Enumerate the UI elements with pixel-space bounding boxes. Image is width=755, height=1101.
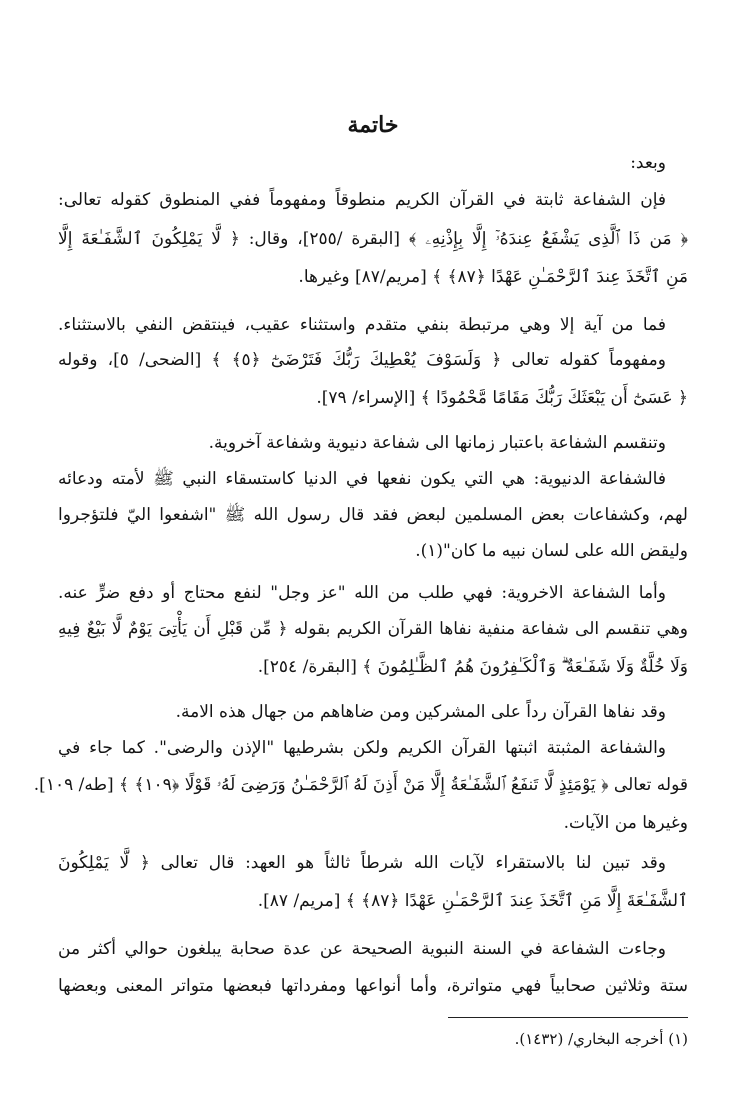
text-line: ومفهوماً كقوله تعالى ﴿ وَلَسَوْفَ يُعْطِيكَ رَبُّكَ فَتَرْضَىٰٓ ﴿٥﴾ ﴾ [الضحى/ ٥]، وقوله: [58, 350, 666, 370]
text-line: مَنِ ٱتَّخَذَ عِندَ ٱلرَّحْمَـٰنِ عَهْدًا ﴿٨٧﴾ ﴾ [مريم/٨٧] وغيرها.: [298, 267, 688, 287]
text-line: وأما الشفاعة الاخروية: فهي طلب من الله "عز وجل" لنفع محتاج أو دفع ضرٍّ عنه.: [58, 583, 666, 603]
text-line: ستة وثلاثين صحابياً فهي متواترة، وأما أنواعها ومفرداتها فبعضها متواتر المعنى وبعضها: [58, 976, 688, 996]
text-line: وقد نفاها القرآن رداً على المشركين ومن ضاهاهم من جهال هذه الامة.: [175, 702, 666, 722]
text-line: لهم، وكشفاعات بعض المسلمين لبعض فقد قال رسول الله ﷺ "اشفعوا اليّ فلتؤجروا: [58, 505, 688, 525]
text-line: قوله تعالى ﴿ يَوْمَئِذٍ لَّا تَنفَعُ ٱلشَّفَـٰعَةُ إِلَّا مَنْ أَذِنَ لَهُ ٱلرَّحْمَـٰنُ وَرَضِىَ لَهُۥ قَوْلًا ﴿١٠٩﴾ ﴾ [طه/ ١٠٩].: [33, 775, 688, 795]
text-line: وغيرها من الآيات.: [563, 813, 688, 833]
page: [33, 0, 689, 1101]
text-line: والشفاعة المثبتة اثبتها القرآن الكريم ولكن بشرطيها "الإذن والرضى". كما جاء في: [58, 738, 666, 758]
text-line: وتنقسم الشفاعة باعتبار زمانها الى شفاعة دنيوية وشفاعة آخروية.: [208, 433, 666, 453]
text-line: وَلَا خُلَّةٌ وَلَا شَفَـٰعَةٌ ۗ وَٱلْكَـٰفِرُونَ هُمُ ٱلظَّـٰلِمُونَ ﴾ [البقرة/ ٢٥٤].: [257, 657, 688, 677]
text-line: فما من آية إلا وهي مرتبطة بنفي متقدم واستثناء عقيب، فينتقض النفي بالاستثناء.: [58, 315, 666, 335]
text-line: ﴿ عَسَىٰٓ أَن يَبْعَثَكَ رَبُّكَ مَقَامًا مَّحْمُودًا ﴾ [الإسراء/ ٧٩].: [316, 388, 688, 408]
text-line: فالشفاعة الدنيوية: هي التي يكون نفعها في الدنيا كاستسقاء النبي ﷺ لأمته ودعائه: [58, 469, 666, 489]
text-line: ٱلشَّفَـٰعَةَ إِلَّا مَنِ ٱتَّخَذَ عِندَ ٱلرَّحْمَـٰنِ عَهْدًا ﴿٨٧﴾ ﴾ [مريم/ ٨٧].: [257, 891, 688, 911]
text-line: وليقض الله على لسان نبيه ما كان"(١).: [415, 541, 688, 561]
text-line: وجاءت الشفاعة في السنة النبوية الصحيحة عن عدة صحابة يبلغون حوالي أكثر من: [58, 939, 666, 959]
page-title: خاتمة: [347, 112, 399, 138]
footnote: (١) أخرجه البخاري/ (١٤٣٢).: [514, 1030, 688, 1048]
text-line: فإن الشفاعة ثابتة في القرآن الكريم منطوقاً ومفهوماً ففي المنطوق كقوله تعالى:: [58, 190, 666, 210]
footnote-divider: [448, 1017, 688, 1018]
text-line: وبعد:: [630, 153, 666, 173]
text-line: وقد تبين لنا بالاستقراء لآيات الله شرطاً ثالثاً هو العهد: قال تعالى ﴿ لَّا يَمْلِكُونَ: [58, 853, 666, 873]
text-line: ﴿ مَن ذَا ٱلَّذِى يَشْفَعُ عِندَهُۥٓ إِلَّا بِإِذْنِهِۦ ﴾ [البقرة /٢٥٥]، وقال: ﴿ لَّا يَمْلِكُونَ ٱلشَّفَـٰعَةَ إِلَّا: [58, 229, 689, 249]
text-line: وهي تنقسم الى شفاعة منفية نفاها القرآن الكريم بقوله ﴿ مِّن قَبْلِ أَن يَأْتِىَ يَوْمٌ لَّا بَيْعٌ فِيهِ: [58, 619, 688, 639]
